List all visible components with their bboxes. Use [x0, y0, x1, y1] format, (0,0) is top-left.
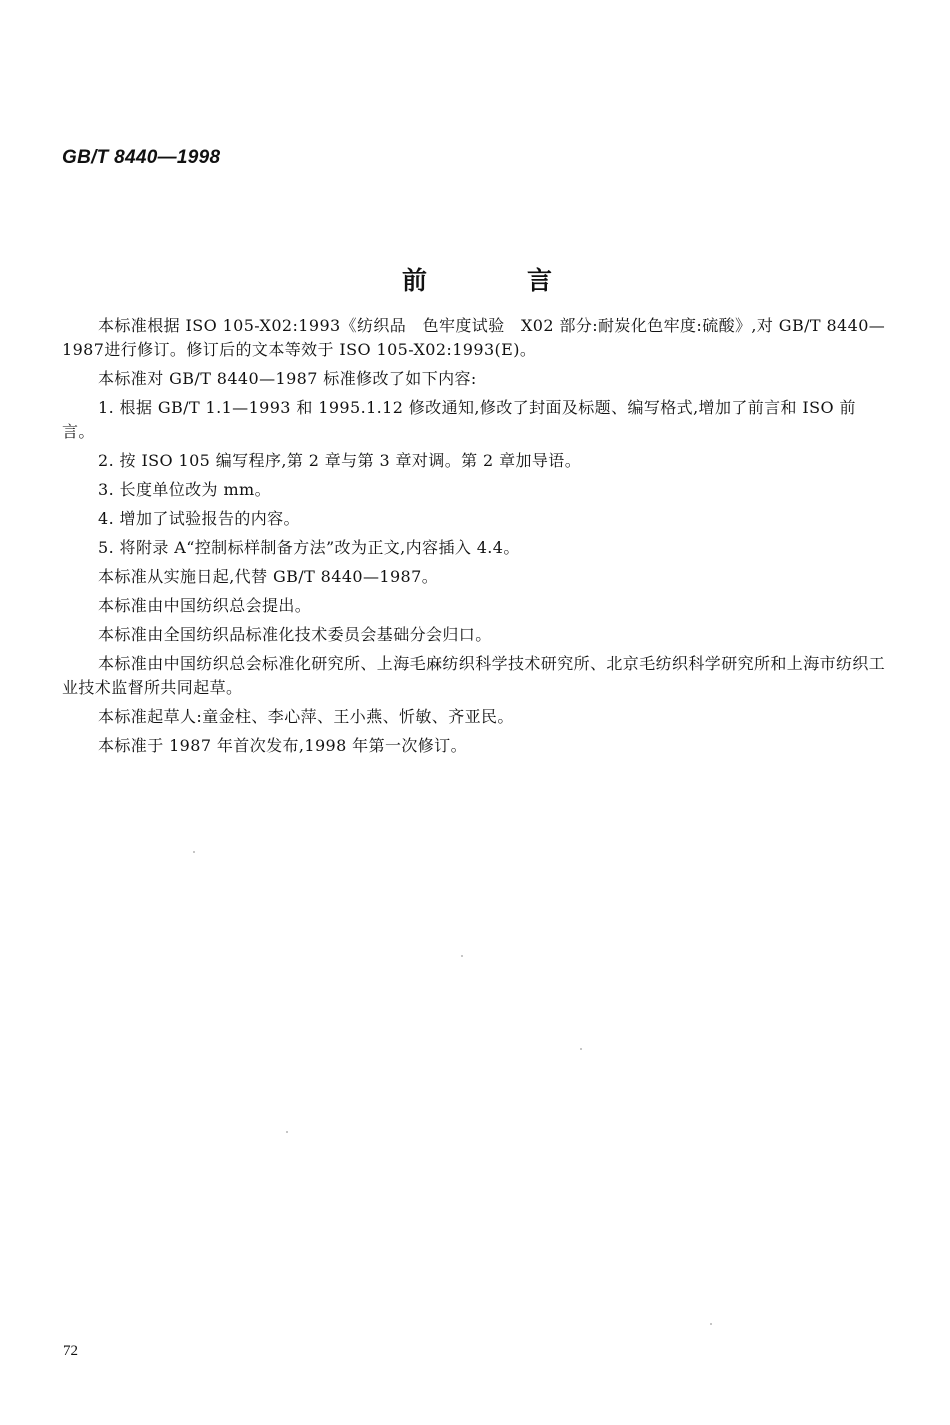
scan-speck [193, 851, 195, 853]
replacement-statement: 本标准从实施日起,代替 GB/T 8440—1987。 [98, 567, 439, 586]
change-item-2: 2. 按 ISO 105 编写程序,第 2 章与第 3 章对调。第 2 章加导语。 [98, 451, 582, 470]
paragraph-changes-intro: 本标准对 GB/T 8440—1987 标准修改了如下内容: [98, 369, 477, 388]
issue-history: 本标准于 1987 年首次发布,1998 年第一次修订。 [98, 736, 467, 755]
change-item-1: 1. 根据 GB/T 1.1—1993 和 1995.1.12 修改通知,修改了封面及标题、编写格式,增加了前言和 ISO 前言。 [62, 398, 856, 441]
scan-speck [461, 955, 463, 957]
change-item-4: 4. 增加了试验报告的内容。 [98, 509, 300, 528]
change-item-3: 3. 长度单位改为 mm。 [98, 480, 271, 499]
proposer-statement: 本标准由中国纺织总会提出。 [98, 596, 312, 615]
foreword-body [62, 314, 888, 763]
standard-code: GB/T 8440—1998 [62, 147, 221, 168]
drafting-organizations: 本标准由中国纺织总会标准化研究所、上海毛麻纺织科学技术研究所、北京毛纺织科学研究所和上海市纺织工业技术监督所共同起草。 [62, 654, 886, 697]
jurisdiction-statement: 本标准由全国纺织品标准化技术委员会基础分会归口。 [98, 625, 492, 644]
change-item-5: 5. 将附录 A“控制标样制备方法”改为正文,内容插入 4.4。 [98, 538, 520, 557]
scan-speck [286, 1131, 288, 1133]
foreword-title-second-character: 言 [526, 265, 552, 295]
scan-speck [580, 1048, 582, 1050]
page-number: 72 [63, 1343, 78, 1359]
foreword-title-first-character: 前 [402, 265, 428, 295]
drafting-people: 本标准起草人:童金柱、李心萍、王小燕、忻敏、齐亚民。 [98, 707, 514, 726]
scan-speck [710, 1323, 712, 1325]
paragraph-basis: 本标准根据 ISO 105-X02:1993《纺织品 色牢度试验 X02 部分:耐炭化色牢度:硫酸》,对 GB/T 8440—1987进行修订。修订后的文本等效于 ISO 105-X02:1993(E)。 [62, 316, 886, 359]
foreword-title [402, 265, 552, 295]
